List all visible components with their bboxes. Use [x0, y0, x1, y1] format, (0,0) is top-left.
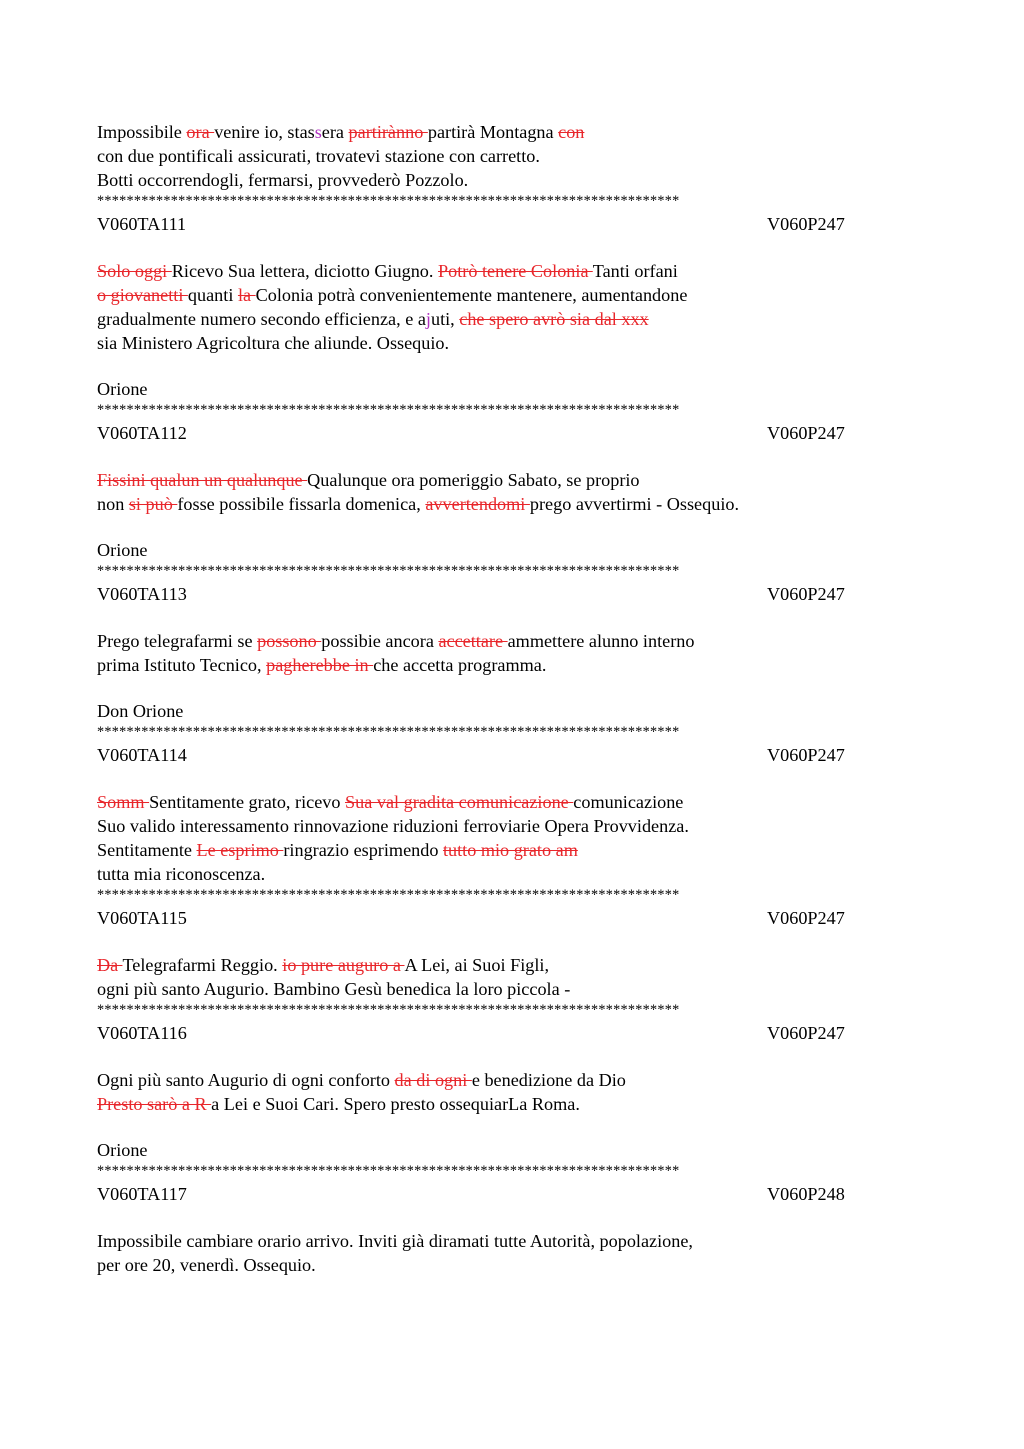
separator-stars: ******************************************************************************* — [97, 402, 680, 418]
text-segment: prego avvertirmi - Ossequio. — [529, 494, 740, 514]
text-line — [97, 331, 927, 355]
text-segment: prima Istituto Tecnico, — [97, 655, 267, 675]
text-segment: Impossibile — [97, 122, 187, 142]
text-line — [97, 977, 927, 1001]
spacer — [97, 768, 927, 790]
text-segment: ogni più santo Augurio. Bambino Gesù benedica la loro piccola - — [97, 979, 571, 999]
text-segment: partirà Montagna — [427, 122, 559, 142]
text-segment: tutta mia riconoscenza. — [97, 864, 266, 884]
text-segment: non — [97, 494, 129, 514]
page-reference: V060P247 — [767, 584, 845, 604]
spacer — [97, 1207, 927, 1229]
spacer — [97, 931, 927, 953]
text-segment: Botti occorrendogli, fermarsi, provvederò Pozzolo. — [97, 170, 469, 190]
telegram-header — [97, 581, 927, 607]
text-line — [97, 790, 927, 814]
text-line — [97, 144, 927, 168]
deleted-text: Solo oggi — [97, 261, 172, 281]
text-segment: Ricevo Sua lettera, diciotto Giugno. — [171, 261, 438, 281]
page-reference: V060P247 — [767, 423, 845, 443]
text-segment: Colonia potrà convenientemente mantenere, aumentandone — [255, 285, 688, 305]
text-line — [97, 838, 927, 862]
separator-stars: ******************************************************************************* — [97, 563, 680, 579]
signature: Orione — [97, 379, 148, 399]
text-segment: Telegrafarmi Reggio. — [122, 955, 283, 975]
text-segment: a Lei e Suoi Cari. Spero presto ossequiarLa Roma. — [211, 1094, 580, 1114]
text-segment: Sentitamente grato, ricevo — [149, 792, 346, 812]
text-line — [97, 259, 927, 283]
deleted-text: che spero avrò sia dal xxx — [459, 309, 649, 329]
signature: Orione — [97, 1140, 148, 1160]
text-line — [97, 629, 927, 653]
telegram-header — [97, 1020, 927, 1046]
document-body — [97, 120, 927, 1277]
spacer — [97, 237, 927, 259]
text-segment: Suo valido interessamento rinnovazione riduzioni ferroviarie Opera Provvidenza. — [97, 816, 689, 836]
text-line — [97, 168, 927, 192]
deleted-text: Presto sarò a R — [97, 1094, 212, 1114]
deleted-text: si può — [128, 494, 178, 514]
deleted-text: Potrò tenere Colonia — [438, 261, 593, 281]
deleted-text: Somm — [97, 792, 150, 812]
text-segment: venire io, stas — [214, 122, 315, 142]
deleted-text: pagherebbe in — [266, 655, 374, 675]
deleted-text: con — [558, 122, 585, 142]
deleted-text: avvertendomi — [425, 494, 530, 514]
spacer — [97, 677, 927, 699]
telegram-id: V060TA116 — [97, 1023, 187, 1043]
text-line — [97, 1068, 927, 1092]
inserted-text: j — [425, 309, 431, 329]
text-segment: che accetta programma. — [373, 655, 547, 675]
deleted-text: da di ogni — [394, 1070, 472, 1090]
separator-stars: ******************************************************************************* — [97, 1163, 680, 1179]
text-segment: Impossibile cambiare orario arrivo. Inviti già diramati tutte Autorità, popolazione, — [97, 1231, 693, 1251]
inserted-text: s — [314, 122, 322, 142]
text-segment: Tanti orfani — [592, 261, 678, 281]
deleted-text: Da — [97, 955, 123, 975]
text-segment: possibie ancora — [321, 631, 439, 651]
telegram-header — [97, 420, 927, 446]
text-line — [97, 307, 927, 331]
spacer — [97, 1046, 927, 1068]
deleted-text: io pure auguro a — [282, 955, 405, 975]
telegram-id: V060TA113 — [97, 584, 187, 604]
telegram-id: V060TA117 — [97, 1184, 187, 1204]
separator-stars: ******************************************************************************* — [97, 724, 680, 740]
text-line — [97, 862, 927, 886]
text-segment: ammettere alunno interno — [507, 631, 695, 651]
text-segment: A Lei, ai Suoi Figli, — [404, 955, 549, 975]
text-segment: sia Ministero Agricoltura che aliunde. Ossequio. — [97, 333, 450, 353]
text-line — [97, 1229, 927, 1253]
signature: Orione — [97, 540, 148, 560]
telegram-id: V060TA114 — [97, 745, 187, 765]
text-segment: era — [321, 122, 349, 142]
telegram-header — [97, 905, 927, 931]
telegram-id: V060TA111 — [97, 214, 187, 234]
text-segment: Ogni più santo Augurio di ogni conforto — [97, 1070, 395, 1090]
telegram-header — [97, 211, 927, 237]
text-segment: Prego telegrafarmi se — [97, 631, 258, 651]
text-line — [97, 1092, 927, 1116]
text-line — [97, 1253, 927, 1277]
deleted-text: o giovanetti — [97, 285, 188, 305]
telegram-header — [97, 742, 927, 768]
text-segment: Sentitamente — [97, 840, 197, 860]
text-line — [97, 492, 927, 516]
deleted-text: Sua val gradita comunicazione — [345, 792, 574, 812]
spacer — [97, 607, 927, 629]
deleted-text: ora — [186, 122, 215, 142]
telegram-header — [97, 1181, 927, 1207]
deleted-text: tutto mio grato am — [442, 840, 578, 860]
page-reference: V060P247 — [767, 214, 845, 234]
text-segment: per ore 20, venerdì. Ossequio. — [97, 1255, 316, 1275]
spacer — [97, 446, 927, 468]
text-segment: quanti — [187, 285, 238, 305]
text-segment: e benedizione da Dio — [471, 1070, 626, 1090]
deleted-text: la — [237, 285, 256, 305]
deleted-text: Le esprimo — [196, 840, 284, 860]
text-line — [97, 120, 927, 144]
page-reference: V060P248 — [767, 1184, 845, 1204]
spacer — [97, 1116, 927, 1138]
separator-stars: ******************************************************************************* — [97, 193, 680, 209]
page-reference: V060P247 — [767, 745, 845, 765]
text-segment: con due pontificali assicurati, trovatevi stazione con carretto. — [97, 146, 540, 166]
text-segment: uti, — [430, 309, 460, 329]
text-line — [97, 953, 927, 977]
text-line — [97, 283, 927, 307]
text-segment: fosse possibile fissarla domenica, — [177, 494, 426, 514]
deleted-text: accettare — [438, 631, 508, 651]
spacer — [97, 355, 927, 377]
spacer — [97, 516, 927, 538]
telegram-id: V060TA115 — [97, 908, 187, 928]
signature: Don Orione — [97, 701, 184, 721]
text-segment: ringrazio esprimendo — [283, 840, 443, 860]
text-line — [97, 653, 927, 677]
text-line — [97, 814, 927, 838]
deleted-text: Fissini qualun un qualunque — [97, 470, 308, 490]
text-segment: comunicazione — [573, 792, 684, 812]
text-segment: Qualunque ora pomeriggio Sabato, se proprio — [307, 470, 640, 490]
separator-stars: ******************************************************************************* — [97, 1002, 680, 1018]
separator-stars: ******************************************************************************* — [97, 887, 680, 903]
page-reference: V060P247 — [767, 1023, 845, 1043]
deleted-text: partirànno — [348, 122, 428, 142]
text-segment: gradualmente numero secondo efficienza, e a — [97, 309, 426, 329]
text-line — [97, 468, 927, 492]
deleted-text: possono — [257, 631, 322, 651]
telegram-id: V060TA112 — [97, 423, 187, 443]
page-reference: V060P247 — [767, 908, 845, 928]
